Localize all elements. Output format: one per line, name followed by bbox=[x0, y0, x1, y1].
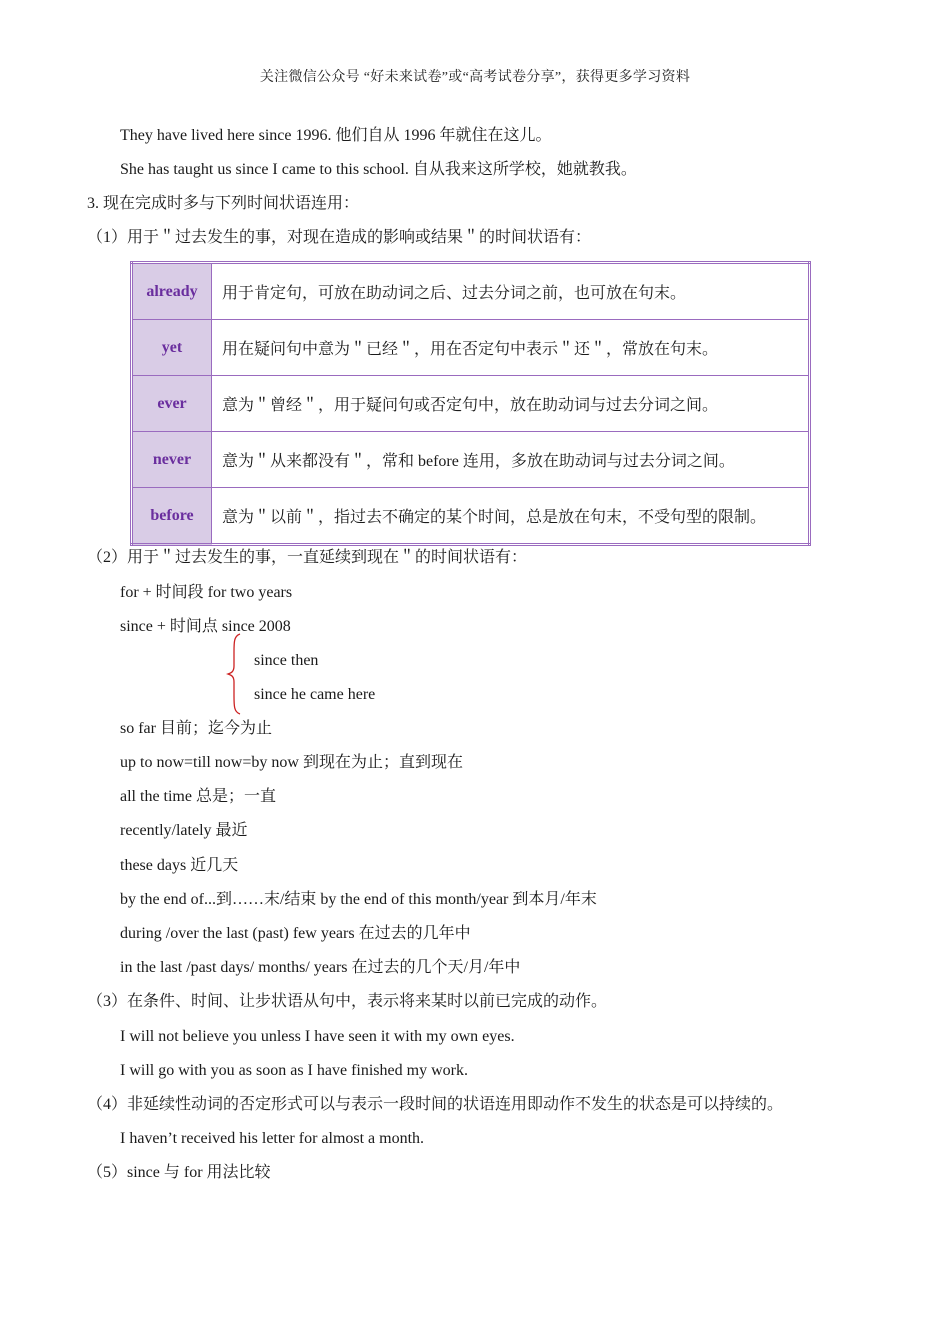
table-row bbox=[132, 320, 810, 376]
subsection-5-title: （5）since 与 for 用法比较 bbox=[87, 1164, 271, 1181]
adverb-description: 用于肯定句，可放在助动词之后、过去分词之前，也可放在句末。 bbox=[212, 263, 810, 320]
adverbial-item: during /over the last (past) few years 在过去的几年中 bbox=[120, 925, 471, 942]
adverb-table bbox=[130, 261, 811, 546]
example-sentence: I haven’t received his letter for almost a month. bbox=[120, 1130, 425, 1147]
section-3-title: 3. 现在完成时多与下列时间状语连用： bbox=[87, 195, 360, 212]
example-sentence: They have lived here since 1996. 他们自从 1996 年就住在这儿。 bbox=[120, 127, 552, 144]
curly-brace-icon bbox=[226, 632, 246, 716]
adverb-word: never bbox=[132, 432, 212, 488]
table-row bbox=[132, 263, 810, 320]
example-sentence: She has taught us since I came to this school. 自从我来这所学校，她就教我。 bbox=[120, 161, 637, 178]
adverb-description: 意为＂曾经＂，用于疑问句或否定句中，放在助动词与过去分词之间。 bbox=[212, 376, 810, 432]
subsection-1-title: （1）用于＂过去发生的事，对现在造成的影响或结果＂的时间状语有： bbox=[87, 229, 592, 246]
subsection-4-title: （4）非延续性动词的否定形式可以与表示一段时间的状语连用即动作不发生的状态是可以持续的。 bbox=[87, 1096, 784, 1113]
example-sentence: I will not believe you unless I have seen it with my own eyes. bbox=[120, 1028, 515, 1045]
adverb-description: 意为＂以前＂，指过去不确定的某个时间，总是放在句末，不受句型的限制。 bbox=[212, 488, 810, 545]
adverbial-item: in the last /past days/ months/ years 在过去的几个天/月/年中 bbox=[120, 959, 521, 976]
table-row bbox=[132, 488, 810, 545]
adverb-word: yet bbox=[132, 320, 212, 376]
adverb-description: 用在疑问句中意为＂已经＂，用在否定句中表示＂还＂，常放在句末。 bbox=[212, 320, 810, 376]
page-header: 关注微信公众号 “好未来试卷”或“高考试卷分享”，获得更多学习资料 bbox=[259, 70, 691, 85]
adverbial-item: up to now=till now=by now 到现在为止；直到现在 bbox=[120, 754, 463, 771]
adverbial-item: for + 时间段 for two years bbox=[120, 584, 293, 601]
subsection-2-title: （2）用于＂过去发生的事，一直延续到现在＂的时间状语有： bbox=[87, 549, 528, 566]
adverb-word: before bbox=[132, 488, 212, 545]
adverbial-item: by the end of...到……末/结束 by the end of this month/year 到本月/年末 bbox=[120, 891, 597, 908]
adverbial-item: all the time 总是；一直 bbox=[120, 788, 276, 805]
adverbial-item: since he came here bbox=[254, 686, 376, 703]
adverb-word: already bbox=[132, 263, 212, 320]
adverbial-item: since + 时间点 since 2008 bbox=[120, 618, 291, 635]
example-sentence: I will go with you as soon as I have finished my work. bbox=[120, 1062, 468, 1079]
adverb-word: ever bbox=[132, 376, 212, 432]
adverbial-item: since then bbox=[254, 652, 319, 669]
adverbial-item: these days 近几天 bbox=[120, 857, 239, 874]
adverbial-item: so far 目前；迄今为止 bbox=[120, 720, 272, 737]
subsection-3-title: （3）在条件、时间、让步状语从句中，表示将来某时以前已完成的动作。 bbox=[87, 993, 608, 1010]
adverbial-item: recently/lately 最近 bbox=[120, 822, 248, 839]
table-row bbox=[132, 376, 810, 432]
adverb-description: 意为＂从来都没有＂，常和 before 连用，多放在助动词与过去分词之间。 bbox=[212, 432, 810, 488]
table-row bbox=[132, 432, 810, 488]
